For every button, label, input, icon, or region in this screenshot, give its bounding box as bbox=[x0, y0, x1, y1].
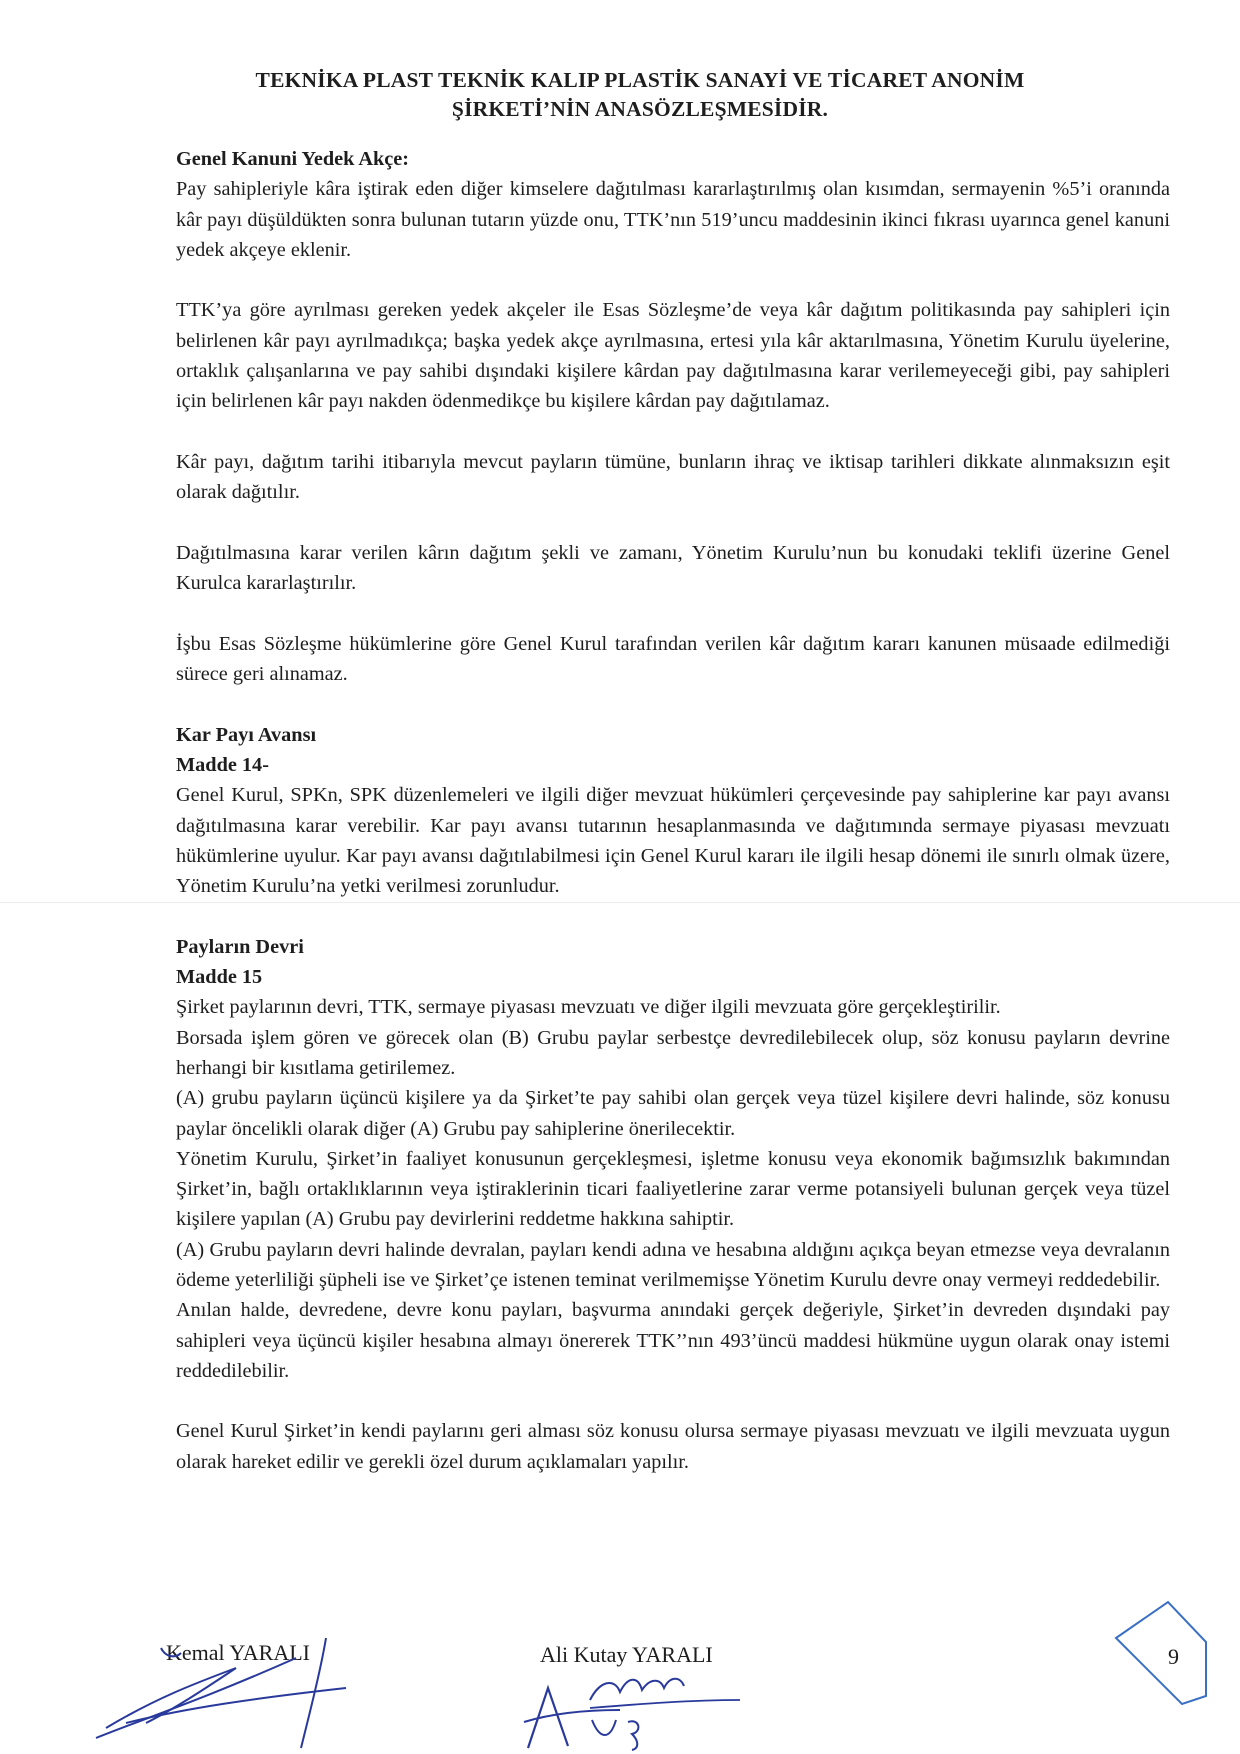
document-title bbox=[150, 66, 1130, 124]
title-line-2: ŞİRKETİ’NİN ANASÖZLEŞMESİDİR. bbox=[451, 97, 829, 121]
article-number-15: Madde 15 bbox=[176, 966, 263, 989]
article-number-14: Madde 14- bbox=[176, 753, 269, 776]
paragraph: Genel Kurul, SPKn, SPK düzenlemeleri ve ilgili diğer mevzuat hükümleri çerçevesinde pay sahiplerine kar payı avansı dağıtılmasına karar verebilir. Kar payı avansı tutarının hesaplanmasında ve dağıtımında sermaye piyasası mevzuatı hükümlerine uyulur. Kar payı avansı dağıtılabilmesi için Genel Kurul kararı ile ilgili hesap dönemi ile sınırlı olmak üzere, Yönetim Kurulu’na yetki verilmesi zorunludur. bbox=[176, 784, 1170, 898]
paragraph: Genel Kurul Şirket’in kendi paylarını geri alması söz konusu olursa sermaye piyasası mevzuatı ve ilgili mevzuata uygun olarak hareket edilir ve gerekli özel durum açıklamaları yapılır. bbox=[176, 1420, 1170, 1473]
section-heading-kar-payi-avansi: Kar Payı Avansı bbox=[176, 723, 317, 746]
paragraph: Yönetim Kurulu, Şirket’in faaliyet konusunun gerçekleşmesi, işletme konusu veya ekonomik bağımsızlık bakımından Şirket’in, bağlı ortaklıklarının veya iştiraklerinin ticari faaliyetlerine zarar verme potansiyeli bulunan gerçek veya tüzel kişilere yapılan (A) Grubu pay devirlerini reddetme hakkına sahiptir. bbox=[176, 1147, 1170, 1231]
section-heading-paylarin-devri: Payların Devri bbox=[176, 935, 304, 958]
document-body bbox=[176, 144, 1170, 1477]
paragraph: (A) Grubu payların devri halinde devralan, payları kendi adına ve hesabına aldığını açıkça beyan etmezse veya devralanın ödeme yeterliliği şüpheli ise ve Şirket’çe istenen teminat verilmemişse Yönetim Kurulu devre onay vermeyi reddedebilir. bbox=[176, 1238, 1170, 1291]
scan-fold-line bbox=[0, 902, 1240, 903]
paragraph: Anılan halde, devredene, devre konu payları, başvurma anındaki gerçek değeriyle, Şirket’in devreden dışındaki pay sahipleri veya üçüncü kişiler hesabına almayı önererek TTK’’nın 493’üncü maddesi hükmüne uygun olarak onay istemi reddedilebilir. bbox=[176, 1299, 1170, 1382]
title-line-1: TEKNİKA PLAST TEKNİK KALIP PLASTİK SANAYİ VE TİCARET ANONİM bbox=[255, 68, 1025, 92]
paragraph: Pay sahipleriyle kâra iştirak eden diğer kimselere dağıtılması kararlaştırılmış olan kısımdan, sermayenin %5’i oranında kâr payı düşüldükten sonra bulunan tutarın yüzde onu, TTK’nın 519’uncu maddesinin ikinci fıkrası uyarınca genel kanuni yedek akçeye eklenir. bbox=[176, 178, 1170, 261]
paragraph: Şirket paylarının devri, TTK, sermaye piyasası mevzuatı ve diğer ilgili mevzuata göre gerçekleştirilir. bbox=[176, 996, 1001, 1019]
paragraph: İşbu Esas Sözleşme hükümlerine göre Genel Kurul tarafından verilen kâr dağıtım kararı kanunen müsaade edilmediği sürece geri alınamaz. bbox=[176, 632, 1170, 686]
page-number: 9 bbox=[1168, 1644, 1179, 1669]
signatory-name-middle: Ali Kutay YARALI bbox=[540, 1642, 713, 1667]
signatory-name-left: Kemal YARALI bbox=[166, 1640, 310, 1665]
paragraph: Kâr payı, dağıtım tarihi itibarıyla mevcut payların tümüne, bunların ihraç ve iktisap tarihleri dikkate alınmaksızın eşit olarak dağıtılır. bbox=[176, 450, 1170, 504]
page-number-badge-icon bbox=[1110, 1598, 1210, 1708]
signature-scribble-left bbox=[86, 1628, 356, 1754]
paragraph: TTK’ya göre ayrılması gereken yedek akçeler ile Esas Sözleşme’de veya kâr dağıtım politikasında pay sahipleri için belirlenen kâr payı ayrılmadıkça; başka yedek akçe ayrılmasına, ertesi yıla kâr aktarılmasına, Yönetim Kurulu üyelerine, ortaklık çalışanlarına ve pay sahibi dışındaki kişilere kârdan pay dağıtılmasına karar verilemeyeceği gibi, pay sahipleri için belirlenen kâr payı nakden ödenmedikçe bu kişilere kârdan pay dağıtılamaz. bbox=[176, 299, 1170, 413]
signature-scribble-middle bbox=[520, 1670, 750, 1754]
paragraph: (A) grubu payların üçüncü kişilere ya da Şirket’te pay sahibi olan gerçek veya tüzel kişilere devri halinde, söz konusu paylar öncelikli olarak diğer (A) Grubu pay sahiplerine önerilecektir. bbox=[176, 1087, 1170, 1140]
paragraph: Borsada işlem gören ve görecek olan (B) Grubu paylar serbestçe devredilebilecek olup, söz konusu payların devrine herhangi bir kısıtlama getirilemez. bbox=[176, 1026, 1170, 1079]
paragraph: Dağıtılmasına karar verilen kârın dağıtım şekli ve zamanı, Yönetim Kurulu’nun bu konudaki teklifi üzerine Genel Kurulca kararlaştırılır. bbox=[176, 541, 1170, 595]
section-heading-yedek-akce: Genel Kanuni Yedek Akçe: bbox=[176, 148, 410, 170]
